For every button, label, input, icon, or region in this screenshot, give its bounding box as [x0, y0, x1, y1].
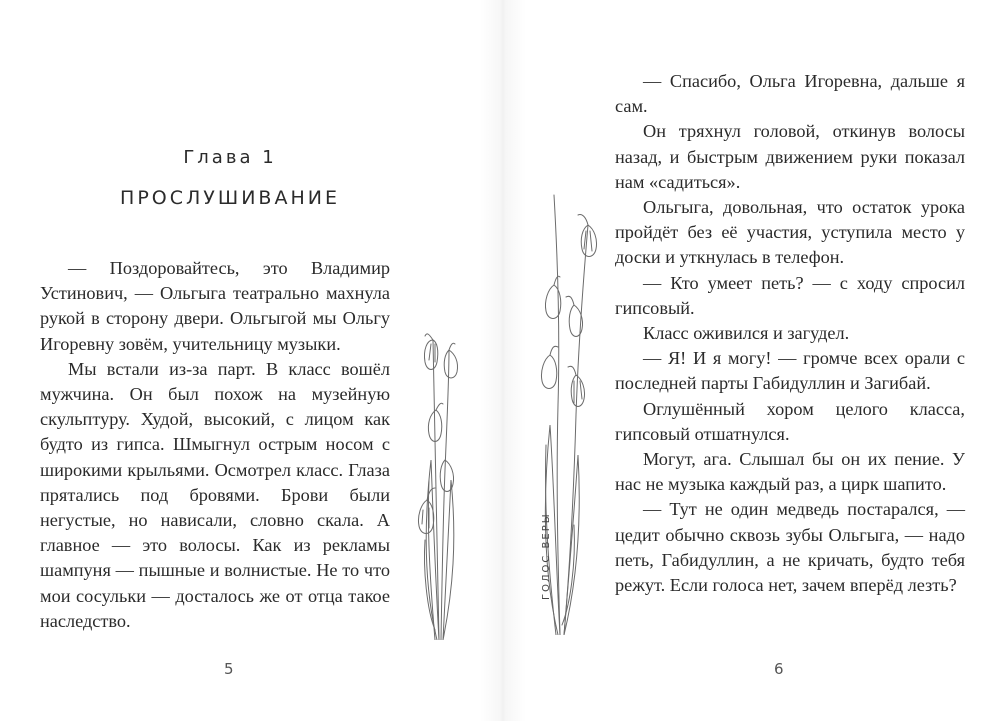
left-text-block [40, 256, 390, 634]
page-number-right: 6 [774, 660, 784, 678]
paragraph: Он тряхнул головой, откинув волосы назад, и быстрым движением руки показал нам «садиться». [615, 121, 965, 192]
page-number-left: 5 [224, 660, 234, 678]
right-text-block [615, 69, 965, 598]
paragraph: — Кто умеет петь? — с ходу спросил гипсовый. [615, 272, 965, 318]
paragraph: Могут, ага. Слышал бы он их пение. У нас не музыка каждый раз, а цирк шапито. [615, 449, 965, 495]
snowdrop-illustration-left-icon [405, 310, 475, 640]
paragraph: Оглушённый хором целого класса, гипсовый отшатнулся. [615, 398, 965, 444]
paragraph: Мы встали из-за парт. В класс вошёл мужчина. Он был похож на музейную скульптуру. Худой, высокий, с лицом как будто из гипса. Шмыгнул острым носом с широкими крыльями. Осмотрел класс. Глаза прятались под бровями. Брови были негустые, но нависали, словно скала. А главное — это волосы. Как из рекламы шампуня — пышные и волнистые. Не то что мои сосульки — досталось же от отца такое наследство. [40, 358, 390, 631]
paragraph: — Тут не один медведь постарался, — цедит обычно сквозь зубы Ольгыга, — надо петь, Габидуллин, а не кричать, будто тебя режут. Если голоса нет, зачем вперёд лезть? [615, 499, 965, 596]
paragraph: — Я! И я могу! — громче всех орали с последней парты Габидуллин и Загибай. [615, 348, 965, 394]
chapter-number: Глава 1 [183, 147, 277, 168]
paragraph: — Поздоровайтесь, это Владимир Устинович, — Ольгыга театрально махнула рукой в сторону двери. Ольгыгой мы Ольгу Игоревну зовём, учительницу музыки. [40, 258, 390, 354]
chapter-title: ПРОСЛУШИВАНИЕ [120, 187, 340, 209]
right-page [503, 0, 1006, 721]
paragraph: — Спасибо, Ольга Игоревна, дальше я сам. [615, 71, 965, 117]
spine-title: ГОЛОС ВЕРЫ [541, 512, 552, 600]
paragraph: Ольгыга, довольная, что остаток урока пройдёт без её участия, уступила место у доски и уткнулась в телефон. [615, 197, 965, 268]
paragraph: Класс оживился и загудел. [643, 323, 850, 344]
